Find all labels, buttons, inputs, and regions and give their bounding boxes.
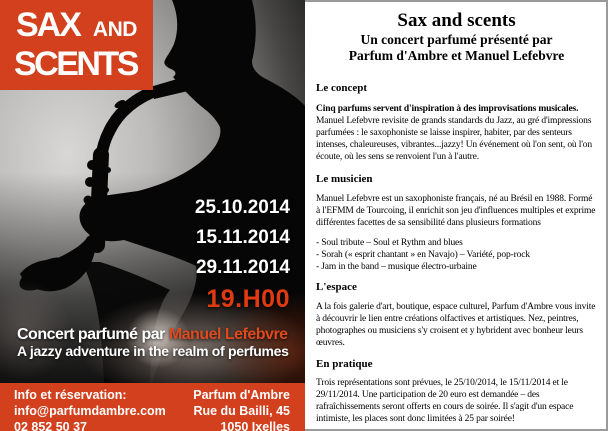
tagline-artist-name: Manuel Lefebvre [168,326,288,343]
concert-dates [195,193,290,316]
section-heading-space: L'espace [316,281,357,293]
tagline-prefix: Concert parfumé par [17,326,169,343]
concept-body-text: Manuel Lefebvre revisite de grands standards du Jazz, au gré d'impressions parfumées : le saxophoniste se laisse inspirer, habiter, par des senteurs intenses, chaleureuses, vibrantes...jazzy! Un événement où l'on sent, où l'on écoute, où les sens se renvoient l'un à l'autre. [316,116,592,162]
banner-word-scents: SCENTS [14,45,137,83]
concept-lead-sentence: Cinq parfums servent d'inspiration à des improvisations musicales. [316,104,579,114]
contact-info-block [14,387,166,431]
venue-name: Parfum d'Ambre [193,388,290,402]
title-banner [0,0,153,90]
concert-time: 19.H00 [206,285,290,313]
venue-street: Rue du Bailli, 45 [193,404,290,418]
tagline [17,326,295,359]
page-title: Sax and scents [397,10,516,31]
date-line-3: 29.11.2014 [195,257,290,278]
info-label: Info et réservation: [14,388,127,402]
musician-body-text: Manuel Lefebvre est un saxophoniste français, né au Brésil en 1988. Formé à l'EFMM de Tourcoing, il enrichit son jeu d'influences multiples et exprime différentes facettes de sa sensibilité dans plusieurs formations [316,194,596,228]
band-line-2: - Sorah (« esprit chantant » en Navajo) – Variété, pop-rock [316,250,530,260]
section-heading-practical: En pratique [316,358,373,370]
subtitle-line-1: Un concert parfumé présenté par [360,32,553,47]
date-line-2: 15.11.2014 [195,227,290,248]
concept-paragraph [316,103,597,163]
banner-word-sax: SAX [16,6,80,44]
band-list [316,237,597,273]
practical-body-text: Trois représentations sont prévues, le 25/10/2014, le 15/11/2014 et le 29/11/2014. Une participation de 20 euro est demandée – des rafraîchissements seront offerts en cours de soirée. Il s'agit d'un espace intimiste, les places sont donc limitées à 25 par soirée! [316,378,574,424]
banner-word-and: AND [92,18,137,41]
venue-address-block [193,387,290,431]
space-body-text: A la fois galerie d'art, boutique, espace culturel, Parfum d'Ambre vous invite à découvrir le lien entre créations olfactives et artistiques. Nez, peintres, photographes ou musiciens s'y croisent et y hybrident avec bonheur leurs œuvres. [316,302,596,348]
subtitle-line-2: Parfum d'Ambre et Manuel Lefebvre [348,48,565,63]
description-panel [305,0,608,431]
tagline-line-1 [17,326,295,343]
date-line-1: 25.10.2014 [194,197,290,218]
tagline-subline: A jazzy adventure in the realm of perfumes [17,343,289,359]
contact-footer [0,383,305,431]
band-line-3: - Jam in the band – musique électro-urbaine [316,262,477,272]
band-line-1: - Soul tribute – Soul et Rythm and blues [316,238,463,248]
banner-line-1 [16,6,137,45]
section-heading-concept: Le concept [316,82,368,94]
phone-text: 02 852 50 37 [14,420,87,431]
venue-city: 1050 Ixelles [220,420,290,431]
section-heading-musician: Le musicien [316,173,373,185]
email-text: info@parfumdambre.com [14,404,166,418]
